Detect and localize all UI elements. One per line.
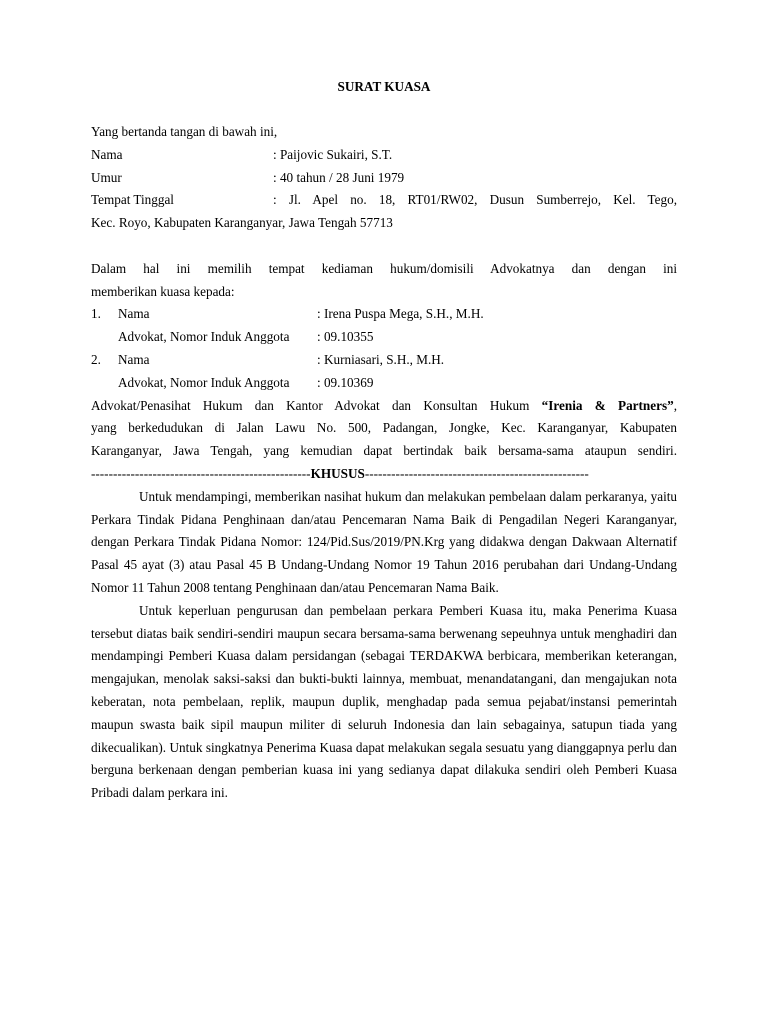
separator-left-dashes: -------------------------------------------------- [91,465,311,481]
grantor-address-line1: : Jl. Apel no. 18, RT01/RW02, Dusun Sumberrejo, Kel. Tego, [273,192,677,208]
grantor-name-value: : Paijovic Sukairi, S.T. [273,146,393,162]
separator-right-dashes: --------------------------------------------------- [364,465,589,481]
grantor-name-row [91,144,677,167]
attorney-1-name-row [91,303,677,326]
firm-line2: yang berkedudukan di Jalan Lawu No. 500, Padangan, Jongke, Kec. Karanganyar, Kabupaten [91,420,677,436]
attorney-1-name-value: : Irena Puspa Mega, S.H., M.H. [317,306,484,322]
attorney-2-number: 2. [91,351,101,367]
grantor-age-value: : 40 tahun / 28 Juni 1979 [273,169,405,185]
separator-heading: KHUSUS [310,465,365,481]
document-body [91,121,677,805]
paragraph-2-text: Untuk keperluan pengurusan dan pembelaan perkara Pemberi Kuasa itu, maka Penerima Kuasa tersebut diatas baik sendiri-sendiri maupun secara bersama-sama berwenang sepeuhnya untuk menghadiri dan mendampingi Pemberi Kuasa dalam persidangan (sebagai TERDAKWA berbicara, memberikan keterangan, mengajukan, menolak saksi-saksi dan bukti-bukti lainnya, membuat, menandatangani, dan mengajukan nota keberatan, nota pembelaan, replik, maupun duplik, menghadap pada semua pejabat/instansi pemerintah maupun swasta baik sipil maupun militer di seluruh Indonesia dan lain sebagainya, satupun tiada yang dikecualikan). Untuk singkatnya Penerima Kuasa dapat melakukan segala sesuatu yang dianggapnya perlu dan berguna berkenaan dengan pemberian kuasa ini yang sedianya dapat dilakuka sendiri oleh Pemberi Kuasa Pribadi dalam perkara ini. [91,602,677,801]
grantor-age-row [91,167,677,190]
grantor-address-row [91,189,677,212]
attorney-1-id-value: : 09.10355 [317,329,374,345]
firm-line1-suffix: , [673,397,677,413]
attorney-2-id-label: Advokat, Nomor Induk Anggota [118,374,290,390]
paragraph-1-text: Untuk mendampingi, memberikan nasihat hukum dan melakukan pembelaan dalam perkaranya, yaitu Perkara Tindak Pidana Penghinaan dan/atau Pencemaran Nama Baik di Pengadilan Negeri Karanganyar, dengan Perkara Tindak Pidana Nomor: 124/Pid.Sus/2019/PN.Krg yang didakwa dengan Dakwaan Alternatif Pasal 45 ayat (3) atau Pasal 45 B Undang-Undang Nomor 19 Tahun 2016 perubahan dari Undang-Undang Nomor 11 Tahun 2008 tentang Penghinaan dan/atau Pencemaran Nama Baik. [91,488,677,595]
grantor-age-label: Umur [91,169,122,185]
attorney-2-id-value: : 09.10369 [317,374,374,390]
attorney-2-name-label: Nama [118,351,150,367]
attorney-1-id-label: Advokat, Nomor Induk Anggota [118,329,290,345]
attorney-1-id-row [91,326,677,349]
attorney-1-name-label: Nama [118,306,150,322]
grantor-address-label: Tempat Tinggal [91,192,174,208]
grantor-address-line2: Kec. Royo, Kabupaten Karanganyar, Jawa Tengah 57713 [91,215,393,231]
intro-text: Yang bertanda tangan di bawah ini, [91,124,278,139]
attorney-1-number: 1. [91,306,101,322]
paragraph-2 [91,600,677,805]
domicile-line2: memberikan kuasa kepada: [91,283,235,299]
attorney-2-id-row [91,372,677,395]
firm-line3: Karanganyar, Jawa Tengah, yang kemudian dapat bertindak baik bersama-sama ataupun sendiri. [91,443,677,459]
firm-line1-prefix: Advokat/Penasihat Hukum dan Kantor Advokat dan Konsultan Hukum [91,397,542,413]
document-title: SURAT KUASA [337,79,431,94]
firm-name: “Irenia & Partners” [541,397,674,413]
spacer [91,235,677,258]
attorney-2-name-row [91,349,677,372]
firm-line1 [91,395,677,418]
special-separator [91,463,677,486]
grantor-name-label: Nama [91,146,123,162]
attorney-2-name-value: : Kurniasari, S.H., M.H. [317,351,445,367]
paragraph-1 [91,486,677,600]
domicile-line1: Dalam hal ini memilih tempat kediaman hukum/domisili Advokatnya dan dengan ini [91,260,677,276]
